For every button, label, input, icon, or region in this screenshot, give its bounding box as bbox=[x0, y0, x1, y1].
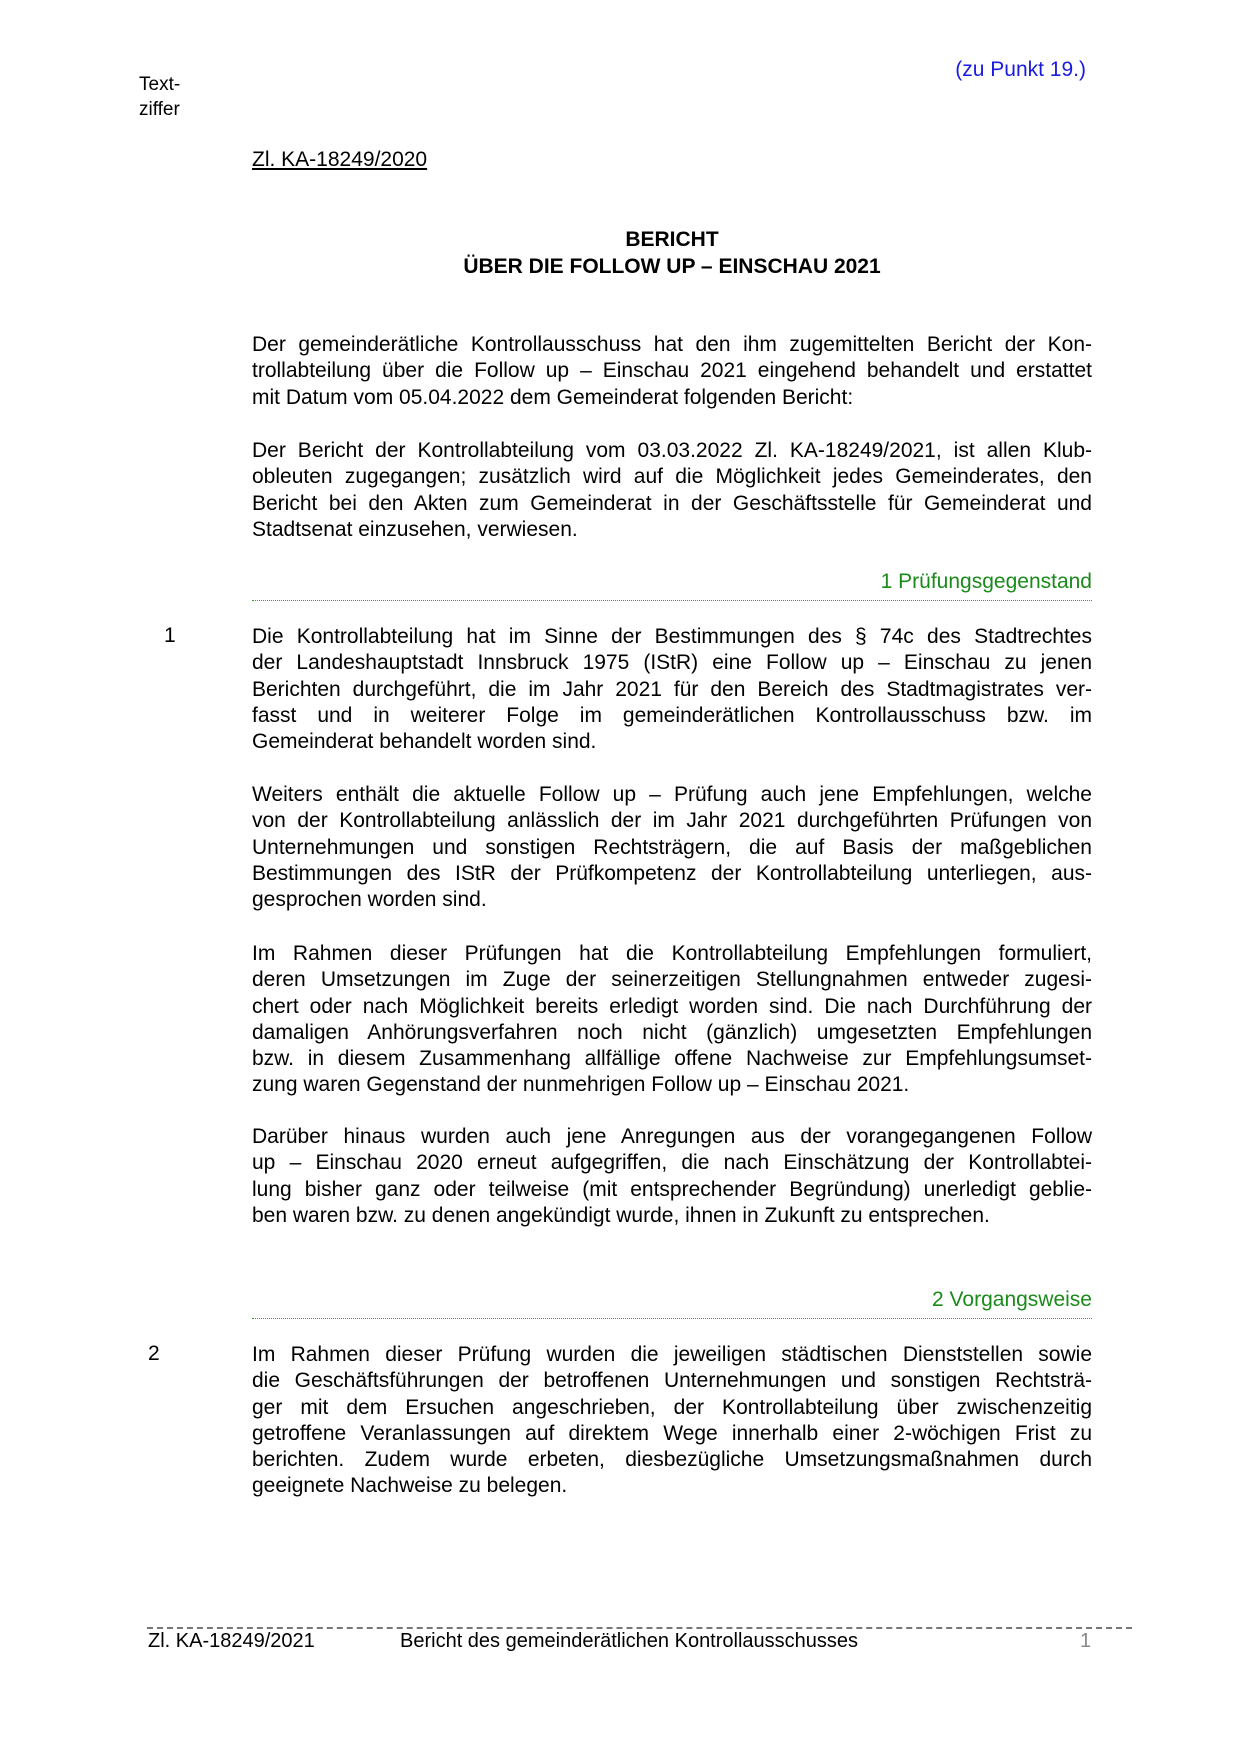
text-line: die Geschäftsführungen der betroffenen Unternehmungen und sonstigen Rechtsträ- bbox=[252, 1369, 1092, 1393]
text-line: Die Kontrollabteilung hat im Sinne der Bestimmungen des § 74c des Stadtrechtes bbox=[252, 625, 1092, 648]
text-line: von der Kontrollabteilung anlässlich der im Jahr 2021 durchgeführten Prüfungen von bbox=[252, 809, 1092, 833]
text-line: Bericht bei den Akten zum Gemeinderat in der Geschäftsstelle für Gemeinderat und bbox=[252, 491, 1092, 515]
text-line: fasst und in weiterer Folge im gemeinderätlichen Kontrollausschuss bzw. im bbox=[252, 703, 1092, 727]
intro-paragraph bbox=[252, 438, 1092, 543]
text-line: Der gemeinderätliche Kontrollausschuss hat den ihm zugemittelten Bericht der Kon- bbox=[252, 333, 1092, 356]
body-paragraph bbox=[252, 941, 1092, 1099]
body-paragraph bbox=[252, 782, 1092, 913]
margin-label bbox=[139, 72, 180, 122]
text-line: Gemeinderat behandelt worden sind. bbox=[252, 730, 597, 754]
document-title bbox=[252, 226, 1092, 280]
text-line: berichten. Zudem wurde erbeten, diesbezügliche Umsetzungsmaßnahmen durch bbox=[252, 1448, 1092, 1472]
text-line: getroffene Veranlassungen auf direktem Wege innerhalb einer 2-wöchigen Frist zu bbox=[252, 1421, 1092, 1445]
text-line: deren Umsetzungen im Zuge der seinerzeitigen Stellungnahmen entweder zugesi- bbox=[252, 968, 1092, 992]
intro-paragraph bbox=[252, 332, 1092, 411]
margin-label-line2: ziffer bbox=[139, 99, 180, 120]
text-line: Berichten durchgeführt, die im Jahr 2021 für den Bereich des Stadtmagistrates ver- bbox=[252, 677, 1092, 701]
footer-divider bbox=[147, 1627, 1132, 1629]
body-paragraph bbox=[252, 1124, 1092, 1229]
text-line: mit Datum vom 05.04.2022 dem Gemeinderat folgenden Bericht: bbox=[252, 385, 854, 409]
document-reference: Zl. KA-18249/2020 bbox=[252, 148, 428, 171]
text-number-2: 2 bbox=[148, 1342, 160, 1365]
text-line: Unternehmungen und sonstigen Rechtsträgern, die auf Basis der maßgeblichen bbox=[252, 835, 1092, 859]
title-line1: BERICHT bbox=[625, 228, 719, 251]
text-number-1: 1 bbox=[164, 624, 176, 647]
text-line: ben waren bzw. zu denen angekündigt wurde, ihnen in Zukunft zu entsprechen. bbox=[252, 1203, 990, 1227]
text-line: der Landeshauptstadt Innsbruck 1975 (IStR) eine Follow up – Einschau zu jenen bbox=[252, 651, 1092, 675]
footer-title: Bericht des gemeinderätlichen Kontrollausschusses bbox=[400, 1630, 859, 1652]
text-line: damaligen Anhörungsverfahren noch nicht (gänzlich) umgesetzten Empfehlungen bbox=[252, 1020, 1092, 1044]
text-line: Bestimmungen des IStR der Prüfkompetenz der Kontrollabteilung unterliegen, aus- bbox=[252, 861, 1092, 885]
text-line: bzw. in diesem Zusammenhang allfällige offene Nachweise zur Empfehlungsumset- bbox=[252, 1047, 1092, 1071]
agenda-reference: (zu Punkt 19.) bbox=[955, 58, 1086, 81]
section-heading-2: 2 Vorgangsweise bbox=[252, 1288, 1092, 1319]
title-line2: ÜBER DIE FOLLOW UP – EINSCHAU 2021 bbox=[463, 255, 881, 278]
text-line: zung waren Gegenstand der nunmehrigen Follow up – Einschau 2021. bbox=[252, 1073, 910, 1097]
text-line: geeignete Nachweise zu belegen. bbox=[252, 1474, 568, 1498]
section-heading-1: 1 Prüfungsgegenstand bbox=[252, 570, 1092, 601]
body-paragraph bbox=[252, 1342, 1092, 1500]
text-line: ger mit dem Ersuchen angeschrieben, der Kontrollabteilung über zwischenzeitig bbox=[252, 1395, 1092, 1419]
text-line: obleuten zugegangen; zusätzlich wird auf die Möglichkeit jedes Gemeinderates, den bbox=[252, 465, 1092, 489]
text-line: chert oder nach Möglichkeit bereits erledigt worden sind. Die nach Durchführung der bbox=[252, 994, 1092, 1018]
footer-reference: Zl. KA-18249/2021 bbox=[148, 1630, 315, 1652]
text-line: gesprochen worden sind. bbox=[252, 888, 487, 912]
text-line: Im Rahmen dieser Prüfungen hat die Kontrollabteilung Empfehlungen formuliert, bbox=[252, 942, 1092, 965]
text-line: Stadtsenat einzusehen, verwiesen. bbox=[252, 517, 578, 541]
margin-label-line1: Text- bbox=[139, 74, 181, 95]
text-line: up – Einschau 2020 erneut aufgegriffen, die nach Einschätzung der Kontrollabtei- bbox=[252, 1151, 1092, 1175]
text-line: Der Bericht der Kontrollabteilung vom 03.03.2022 Zl. KA-18249/2021, ist allen Klub- bbox=[252, 439, 1092, 462]
text-line: Darüber hinaus wurden auch jene Anregungen aus der vorangegangenen Follow bbox=[252, 1125, 1092, 1148]
page-number: 1 bbox=[1080, 1630, 1092, 1652]
text-line: Weiters enthält die aktuelle Follow up – Prüfung auch jene Empfehlungen, welche bbox=[252, 783, 1092, 806]
body-paragraph bbox=[252, 624, 1092, 755]
text-line: Im Rahmen dieser Prüfung wurden die jeweiligen städtischen Dienststellen sowie bbox=[252, 1343, 1092, 1366]
text-line: lung bisher ganz oder teilweise (mit entsprechender Begründung) unerledigt geblie- bbox=[252, 1177, 1092, 1201]
text-line: trollabteilung über die Follow up – Einschau 2021 eingehend behandelt und erstattet bbox=[252, 359, 1092, 383]
